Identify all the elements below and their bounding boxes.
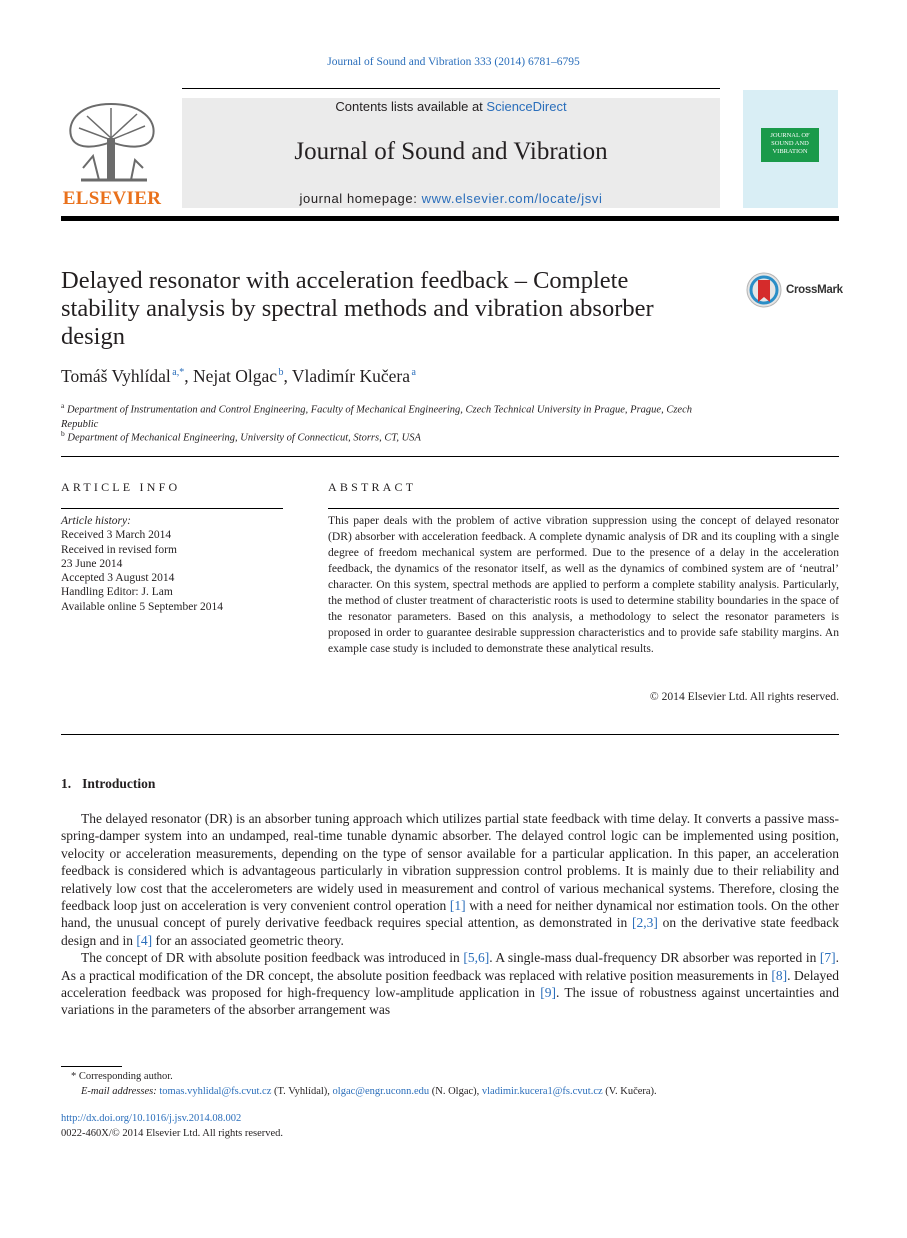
doi-block: [61, 1112, 283, 1141]
paragraph-text: . Delayed acceleration feedback was proposed for high-frequency low-amplitude application in: [61, 967, 839, 1001]
contents-prefix: Contents lists available at: [335, 99, 487, 114]
history-line: 23 June 2014: [61, 557, 123, 570]
article-info-heading: ARTICLE INFO: [61, 480, 181, 494]
paragraph-text: . As a practical modification of the DR concept, the absolute position feedback was replaced with relative position measurements in: [61, 950, 839, 983]
author-affiliation-mark[interactable]: a: [411, 367, 416, 379]
article-history: [61, 514, 283, 614]
citation-link[interactable]: [9]: [540, 985, 557, 1001]
intro-body: [61, 810, 839, 1019]
affiliation-text: Department of Mechanical Engineering, University of Connecticut, Storrs, CT, USA: [67, 432, 421, 444]
homepage-line: [182, 191, 720, 206]
paragraph: [61, 949, 839, 1019]
paragraph-text: for an associated geometric theory.: [152, 932, 344, 948]
crossmark-label: CrossMark: [786, 284, 843, 296]
paragraph-text: . A single-mass dual-frequency DR absorber was reported in: [489, 950, 820, 966]
paragraph-text: with a need for neither dynamical nor estimation tools. On the other hand, the unusual concept of purely derivative feedback requires special attention, as demonstrated in: [61, 898, 839, 931]
author-name[interactable]: Nejat Olgac: [192, 366, 278, 386]
homepage-prefix: journal homepage:: [299, 191, 422, 206]
citation-link[interactable]: [4]: [136, 932, 153, 948]
crossmark-icon: [746, 272, 782, 308]
history-line: Handling Editor: J. Lam: [61, 586, 173, 599]
citation-link[interactable]: [8]: [771, 967, 788, 983]
journal-name: Journal of Sound and Vibration: [294, 138, 608, 165]
crossmark-badge[interactable]: [746, 272, 846, 308]
email-link[interactable]: tomas.vyhlidal@fs.cvut.cz: [159, 1085, 272, 1097]
header-top-rule: [182, 88, 720, 89]
corresponding-author-note: * Corresponding author.: [71, 1071, 173, 1082]
email-link[interactable]: olgac@engr.uconn.edu: [332, 1085, 430, 1097]
history-line: Received 3 March 2014: [61, 529, 172, 542]
section-heading-introduction: [61, 776, 155, 792]
history-line: Accepted 3 August 2014: [61, 572, 175, 585]
section-number: 1.: [61, 776, 72, 791]
article-title: Delayed resonator with acceleration feedback – Complete stability analysis by spectral methods and vibration absorber design: [61, 267, 654, 350]
email-owner: (T. Vyhlídal),: [271, 1085, 333, 1097]
abstract-text: This paper deals with the problem of active vibration suppression using the concept of delayed resonator (DR) absorber with acceleration feedback. A complete dynamic analysis of DR and its coupling with a single degree of freedom mechanical system are performed. Due to the presence of a delay in the acceleration feedback, the dynamics of the resonator itself, as well as the dynamics of combined system are of ‘neutral’ character. On this system, spectral methods are applied to perform a complete stability analysis. Particularly, the method of cluster treatment of characteristic roots is used to determine stability boundaries in the space of the resonator parameters. Based on this analysis, a methodology to select the resonator parameters is proposed in order to guarantee desirable suppression characteristics and to provide safe stability margins. An example case study is included to demonstrate these analytical results.: [328, 514, 839, 655]
footnotes: [61, 1070, 839, 1099]
author-name[interactable]: Tomáš Vyhlídal: [61, 366, 171, 386]
author-separator: ,: [184, 366, 193, 386]
author-name[interactable]: Vladimír Kučera: [291, 366, 410, 386]
paragraph-text: The concept of DR with absolute position feedback was introduced in: [81, 950, 464, 966]
author-list: [61, 366, 416, 387]
elsevier-logo: [61, 98, 163, 210]
email-owner: (V. Kučera).: [602, 1085, 657, 1097]
tree-icon: [61, 98, 163, 186]
history-label: Article history:: [61, 515, 131, 527]
email-label: E-mail addresses:: [81, 1085, 157, 1097]
paragraph-text: on the derivative state feedback design and in: [61, 915, 839, 948]
citation-link[interactable]: [5,6]: [463, 950, 490, 966]
affiliation-b: [61, 427, 721, 446]
history-line: Available online 5 September 2014: [61, 600, 224, 613]
history-line: Received in revised form: [61, 543, 177, 556]
journal-reference[interactable]: Journal of Sound and Vibration 333 (2014) 6781–6795: [327, 56, 580, 68]
email-addresses: [61, 1085, 839, 1100]
paragraph-text: . The issue of robustness against uncertainties and variations in the parameters of the absorber arrangement was: [61, 985, 839, 1018]
affiliation-text: Department of Instrumentation and Control Engineering, Faculty of Mechanical Engineering, Czech Technical University in Prague, Prague, Czech Republic: [61, 404, 693, 430]
paragraph-text: The delayed resonator (DR) is an absorber tuning approach which utilizes partial state feedback with time delay. It converts a passive mass-spring-damper system into an undamped, real-time tunable dynamic absorber. The delayed control logic can be implemented using position, velocity or acceleration measurements, depending on the type of sensor available for a particular application. In this paper, an acceleration feedback is considered which is advantageous particularly in vibration suppression control problems. It is mainly due to their reliability and relatively low cost that the accelerometers are widely used in measurement and control of various mechanical systems. Therefore, closing the feedback loop just on acceleration is very convenient control operation: [61, 811, 839, 914]
contents-line: [182, 99, 720, 114]
citation-link[interactable]: [1]: [449, 898, 466, 914]
sciencedirect-link[interactable]: ScienceDirect: [486, 99, 567, 114]
abstract-bottom-rule: [61, 734, 839, 735]
email-link[interactable]: vladimir.kucera1@fs.cvut.cz: [481, 1085, 603, 1097]
doi-link[interactable]: http://dx.doi.org/10.1016/j.jsv.2014.08.002: [61, 1113, 242, 1124]
article-info-rule: [61, 508, 283, 509]
header-bottom-rule: [61, 216, 839, 221]
paragraph: [61, 810, 839, 949]
abstract-heading: ABSTRACT: [328, 480, 417, 494]
author-affiliation-mark[interactable]: b: [278, 367, 284, 379]
email-owner: (N. Olgac),: [429, 1085, 482, 1097]
author-separator: ,: [283, 366, 292, 386]
section-title: Introduction: [82, 776, 156, 791]
citation-link[interactable]: [2,3]: [631, 915, 658, 931]
affiliation-mark: b: [61, 429, 65, 438]
homepage-link[interactable]: www.elsevier.com/locate/jsvi: [421, 191, 603, 206]
abstract-copyright: © 2014 Elsevier Ltd. All rights reserved.: [649, 690, 839, 703]
abstract-rule: [328, 508, 839, 509]
affiliation-mark: a: [61, 401, 65, 410]
author-affiliation-mark[interactable]: a,*: [172, 367, 185, 379]
cover-title: JOURNAL OF SOUND AND VIBRATION: [761, 128, 819, 162]
footnote-rule: [61, 1066, 122, 1067]
issn-copyright: 0022-460X/© 2014 Elsevier Ltd. All rights reserved.: [61, 1127, 284, 1139]
journal-cover-image[interactable]: [743, 90, 838, 208]
affiliation-rule: [61, 456, 839, 457]
publisher-logo-text: ELSEVIER: [62, 188, 162, 209]
citation-link[interactable]: [7]: [819, 950, 836, 966]
